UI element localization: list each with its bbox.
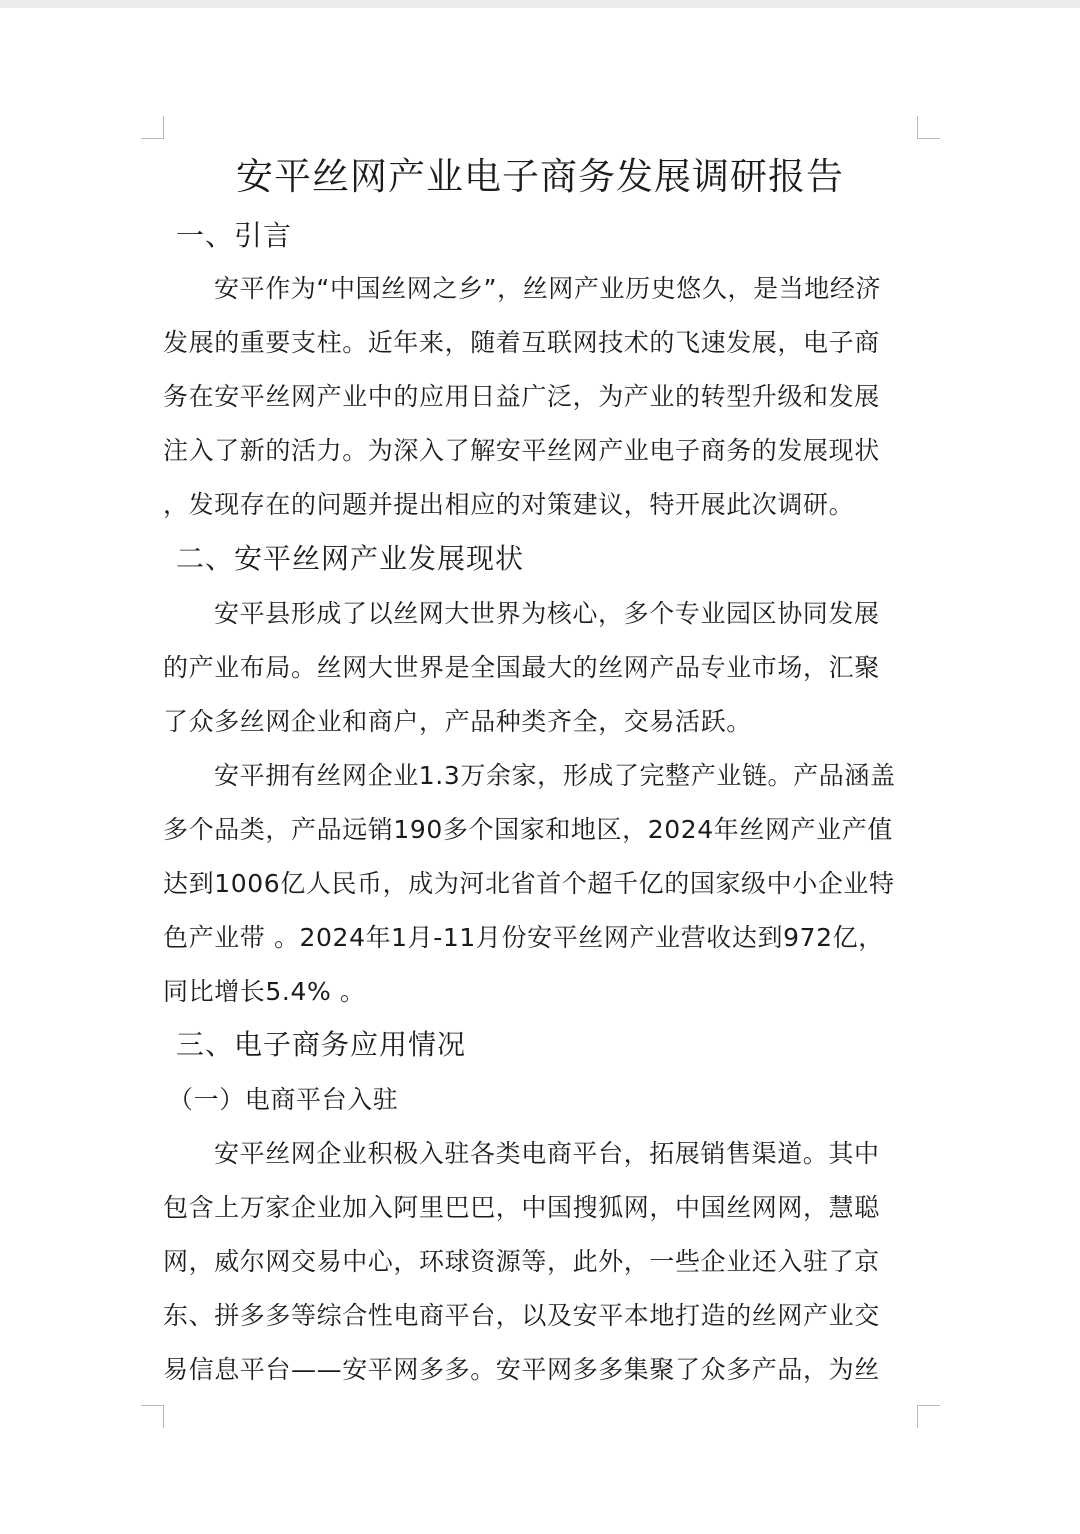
document-page	[0, 8, 1080, 1534]
paragraph-line: 东、拼多多等综合性电商平台，以及安平本地打造的丝网产业交	[163, 1301, 880, 1330]
paragraph-line: 了众多丝网企业和商户，产品种类齐全，交易活跃。	[163, 707, 752, 736]
margin-corner-mark-bottom-right	[917, 1405, 940, 1428]
paragraph-line: 易信息平台——安平网多多。安平网多多集聚了众多产品，为丝	[163, 1355, 880, 1384]
section-heading-introduction: 一、引言	[176, 219, 293, 252]
paragraph-line: 发展的重要支柱。近年来，随着互联网技术的飞速发展，电子商	[163, 328, 880, 357]
margin-corner-mark-bottom-left	[141, 1405, 164, 1428]
paragraph-line: 安平丝网企业积极入驻各类电商平台，拓展销售渠道。其中	[214, 1139, 880, 1168]
paragraph-line: 色产业带 。2024年1月-11月份安平丝网产业营收达到972亿，	[163, 923, 884, 952]
paragraph-line: 达到1006亿人民币，成为河北省首个超千亿的国家级中小企业特	[163, 869, 895, 898]
margin-corner-mark-top-right	[917, 116, 940, 139]
paragraph-line: 网，威尔网交易中心，环球资源等，此外，一些企业还入驻了京	[163, 1247, 880, 1276]
subsection-heading-platform-entry: （一）电商平台入驻	[168, 1085, 399, 1114]
paragraph-line: 同比增长5.4% 。	[163, 977, 366, 1006]
paragraph-line: 的产业布局。丝网大世界是全国最大的丝网产品专业市场，汇聚	[163, 653, 880, 682]
document-title: 安平丝网产业电子商务发展调研报告	[236, 155, 844, 198]
paragraph-line: 注入了新的活力。为深入了解安平丝网产业电子商务的发展现状	[163, 436, 880, 465]
paragraph-line: ，发现存在的问题并提出相应的对策建议，特开展此次调研。	[163, 490, 855, 519]
section-heading-ecommerce-application: 三、电子商务应用情况	[176, 1028, 467, 1061]
paragraph-line: 安平作为“中国丝网之乡”，丝网产业历史悠久，是当地经济	[214, 274, 882, 303]
margin-corner-mark-top-left	[141, 116, 164, 139]
paragraph-line: 安平拥有丝网企业1.3万余家，形成了完整产业链。产品涵盖	[214, 761, 896, 790]
paragraph-line: 包含上万家企业加入阿里巴巴，中国搜狐网，中国丝网网，慧聪	[163, 1193, 880, 1222]
section-heading-industry-status: 二、安平丝网产业发展现状	[176, 542, 525, 575]
paragraph-line: 务在安平丝网产业中的应用日益广泛，为产业的转型升级和发展	[163, 382, 880, 411]
paragraph-line: 安平县形成了以丝网大世界为核心，多个专业园区协同发展	[214, 599, 880, 628]
top-edge-strip	[0, 0, 1080, 8]
paragraph-line: 多个品类，产品远销190多个国家和地区，2024年丝网产业产值	[163, 815, 893, 844]
